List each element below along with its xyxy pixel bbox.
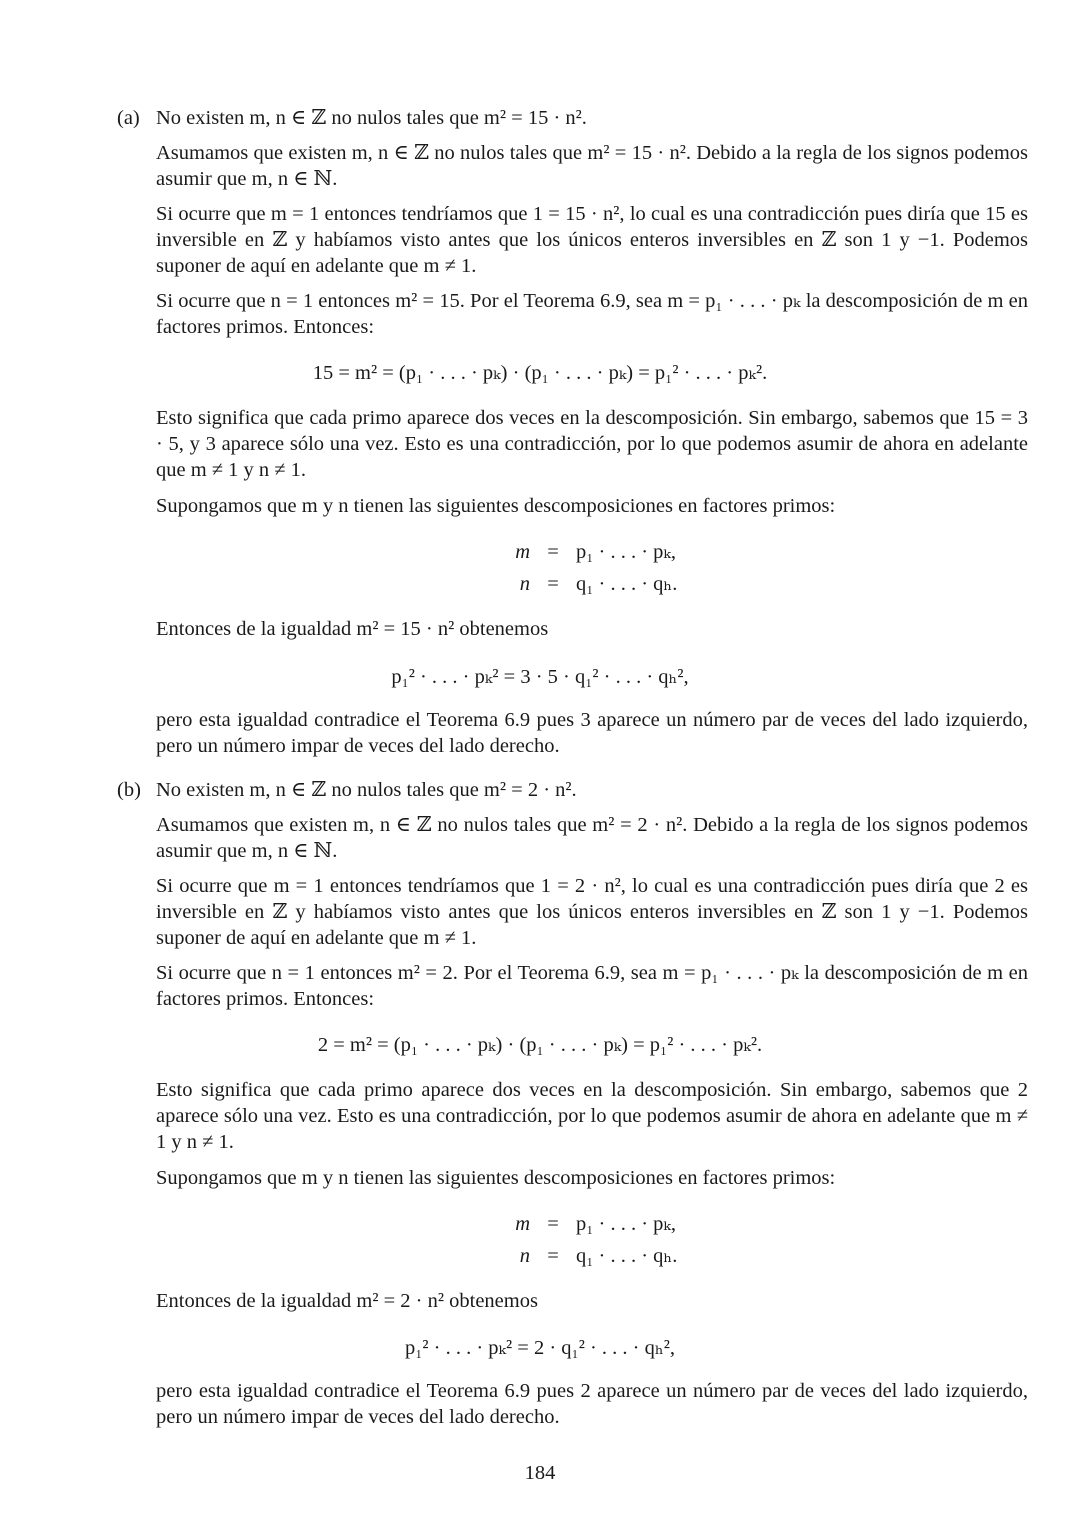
lhs: m xyxy=(515,541,530,563)
display-equation: 2 = m² = (p₁ · . . . · pₖ) · (p₁ · . . . · pₖ) = p₁² · . . . · pₖ². xyxy=(317,1034,763,1056)
lhs: m xyxy=(515,1213,530,1235)
paragraph: Supongamos que m y n tienen las siguientes descomposiciones en factores primos: xyxy=(156,495,836,517)
lhs: n xyxy=(519,1245,530,1267)
paragraph: Si ocurre que n = 1 entonces m² = 2. Por el Teorema 6.9, sea m = p₁ · . . . · pₖ la descomposición de m en factores primos. Entonces: xyxy=(156,962,1028,1010)
paragraph: Supongamos que m y n tienen las siguientes descomposiciones en factores primos: xyxy=(156,1167,836,1189)
item-heading: No existen m, n ∈ ℤ no nulos tales que m² = 2 · n². xyxy=(156,779,577,801)
display-equation: p₁² · . . . · pₖ² = 2 · q₁² · . . . · qₕ², xyxy=(404,1337,676,1359)
paragraph: Entonces de la igualdad m² = 15 · n² obtenemos xyxy=(156,618,549,640)
equals: = xyxy=(547,541,559,563)
decomposition-array xyxy=(500,1208,677,1272)
rhs: p₁ · . . . · pₖ, xyxy=(576,541,677,563)
lhs: n xyxy=(519,573,530,595)
display-equation: 15 = m² = (p₁ · . . . · pₖ) · (p₁ · . . . · pₖ) = p₁² · . . . · pₖ². xyxy=(312,362,768,384)
paragraph: Esto significa que cada primo aparece dos veces en la descomposición. Sin embargo, sabemos que 2 aparece sólo una vez. Esto es una contradicción, por lo que podemos asumir de ahora en adelante que m ≠ 1 y n ≠ 1. xyxy=(156,1079,1028,1153)
paragraph: Asumamos que existen m, n ∈ ℤ no nulos tales que m² = 15 · n². Debido a la regla de los signos podemos asumir que m, n ∈ ℕ. xyxy=(156,142,1028,190)
rhs: p₁ · . . . · pₖ, xyxy=(576,1213,677,1235)
paragraph: Entonces de la igualdad m² = 2 · n² obtenemos xyxy=(156,1290,538,1312)
item-heading: No existen m, n ∈ ℤ no nulos tales que m² = 15 · n². xyxy=(156,107,587,129)
rhs: q₁ · . . . · qₕ. xyxy=(576,573,678,595)
page-number: 184 xyxy=(524,1462,556,1484)
equals: = xyxy=(547,573,559,595)
display-equation: p₁² · . . . · pₖ² = 3 · 5 · q₁² · . . . · qₕ², xyxy=(391,666,689,688)
paragraph: Si ocurre que m = 1 entonces tendríamos que 1 = 2 · n², lo cual es una contradicción pues diría que 2 es inversible en ℤ y habíamos visto antes que los únicos enteros inversibles en ℤ son 1 y −1. Podemos suponer de aquí en adelante que m ≠ 1. xyxy=(156,875,1028,949)
item-label: (a) xyxy=(117,107,140,129)
paragraph: Si ocurre que m = 1 entonces tendríamos que 1 = 15 · n², lo cual es una contradicción pues diría que 15 es inversible en ℤ y habíamos visto antes que los únicos enteros inversibles en ℤ son 1 y −1. Podemos suponer de aquí en adelante que m ≠ 1. xyxy=(156,203,1028,277)
paragraph: Esto significa que cada primo aparece dos veces en la descomposición. Sin embargo, sabemos que 15 = 3 · 5, y 3 aparece sólo una vez. Esto es una contradicción, por lo que podemos asumir de ahora en adelante que m ≠ 1 y n ≠ 1. xyxy=(156,407,1028,481)
paragraph: Si ocurre que n = 1 entonces m² = 15. Por el Teorema 6.9, sea m = p₁ · . . . · pₖ la descomposición de m en factores primos. Entonces: xyxy=(156,290,1028,338)
equals: = xyxy=(547,1213,559,1235)
item-label: (b) xyxy=(117,779,141,801)
rhs: q₁ · . . . · qₕ. xyxy=(576,1245,678,1267)
paragraph: pero esta igualdad contradice el Teorema 6.9 pues 2 aparece un número par de veces del lado izquierdo, pero un número impar de veces del lado derecho. xyxy=(156,1380,1028,1428)
equals: = xyxy=(547,1245,559,1267)
paragraph: pero esta igualdad contradice el Teorema 6.9 pues 3 aparece un número par de veces del lado izquierdo, pero un número impar de veces del lado derecho. xyxy=(156,709,1028,757)
paragraph: Asumamos que existen m, n ∈ ℤ no nulos tales que m² = 2 · n². Debido a la regla de los signos podemos asumir que m, n ∈ ℕ. xyxy=(156,814,1028,862)
decomposition-array xyxy=(500,536,677,600)
